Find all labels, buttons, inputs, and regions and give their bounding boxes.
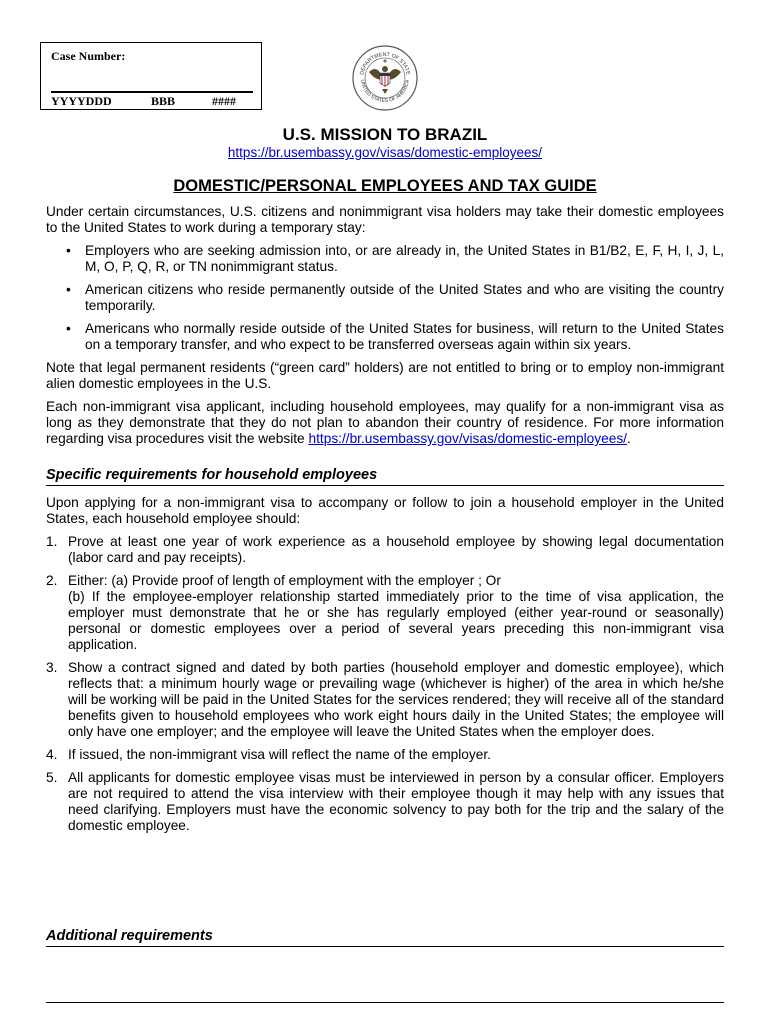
intro-paragraph: Under certain circumstances, U.S. citizens and nonimmigrant visa holders may take their domestic employees to the United States to work during a temporary stay: [46, 204, 724, 235]
case-format-seq: #### [212, 94, 236, 108]
seal-bottom-text: UNITED STATES OF AMERICA [359, 79, 411, 105]
requirements-list [46, 534, 724, 834]
each-applicant-paragraph: Each non-immigrant visa applicant, including household employees, may qualify for a non-immigrant visa as long as they demonstrate that they do not plan to abandon their country of residence. For more information regarding visa procedures visit the website https://br.usembassy.gov/visas/domestic-employees/. [46, 399, 724, 446]
list-item: 1. Prove at least one year of work experience as a household employee by showing legal documentation (labor card and pay receipts). [46, 534, 724, 565]
section-heading-specific-requirements: Specific requirements for household employees [46, 467, 724, 486]
list-item: • Employers who are seeking admission into, or are already in, the United States in B1/B2, E, F, H, I, J, L, M, O, P, Q, R, or TN nonimmigrant status. [66, 243, 724, 274]
mission-title: U.S. MISSION TO BRAZIL [282, 125, 488, 144]
case-number-underline [51, 91, 253, 93]
case-number-format [51, 94, 236, 109]
section-heading-additional-requirements: Additional requirements [46, 928, 724, 947]
case-format-year: YYYYDDD [51, 94, 112, 108]
list-item: 3. Show a contract signed and dated by both parties (household employer and domestic employee), which reflects that: a minimum hourly wage or prevailing wage (whichever is higher) of the area in which he/she will be working will be paid in the United States for the services rendered; they will receive all of the standard benefits given to household employees who work eight hours daily in the United States; the employee will only have one employer; and the employee will leave the United States when the employer does. [46, 660, 724, 739]
visa-procedures-link[interactable]: https://br.usembassy.gov/visas/domestic-employees/ [308, 431, 627, 446]
bottom-divider [46, 1002, 724, 1003]
list-item: 4. If issued, the non-immigrant visa will reflect the name of the employer. [46, 747, 491, 762]
case-number-box [40, 42, 262, 110]
seal-top-text: DEPARTMENT OF STATE [359, 51, 411, 76]
department-of-state-seal-icon [352, 45, 418, 111]
list-item: 5. All applicants for domestic employee visas must be interviewed in person by a consular officer. Employers are not required to attend the visa interview with their employee though it may help with any issues that need clarifying. Employers must have the economic solvency to pay both for the trip and the salary of the domestic employee. [46, 770, 724, 833]
guide-title: DOMESTIC/PERSONAL EMPLOYEES AND TAX GUIDE [173, 177, 597, 195]
list-item: 2. Either: (a) Provide proof of length of employment with the employer ; Or (b) If the employee-employer relationship started immediately prior to the time of visa application, the employer must demonstrate that he or she has regularly employed (either year-round or seasonally) personal or domestic employees over a period of several years preceding this non-immigrant visa application. [46, 573, 724, 652]
case-number-label: Case Number: [51, 49, 126, 63]
list-item: • American citizens who reside permanently outside of the United States and who are visiting the country temporarily. [66, 282, 724, 313]
list-item: • Americans who normally reside outside of the United States for business, will return to the United States on a temporary transfer, and who expect to be transferred overseas again within six years. [66, 321, 724, 352]
mission-url-link[interactable]: https://br.usembassy.gov/visas/domestic-employees/ [227, 145, 543, 160]
eligibility-list [46, 243, 724, 353]
case-format-post: BBB [151, 94, 176, 108]
section1-intro: Upon applying for a non-immigrant visa to accompany or follow to join a household employer in the United States, each household employee should: [46, 495, 724, 526]
document-body [46, 204, 724, 841]
green-card-note: Note that legal permanent residents (“green card” holders) are not entitled to bring or to employ non-immigrant alien domestic employees in the U.S. [46, 360, 724, 391]
